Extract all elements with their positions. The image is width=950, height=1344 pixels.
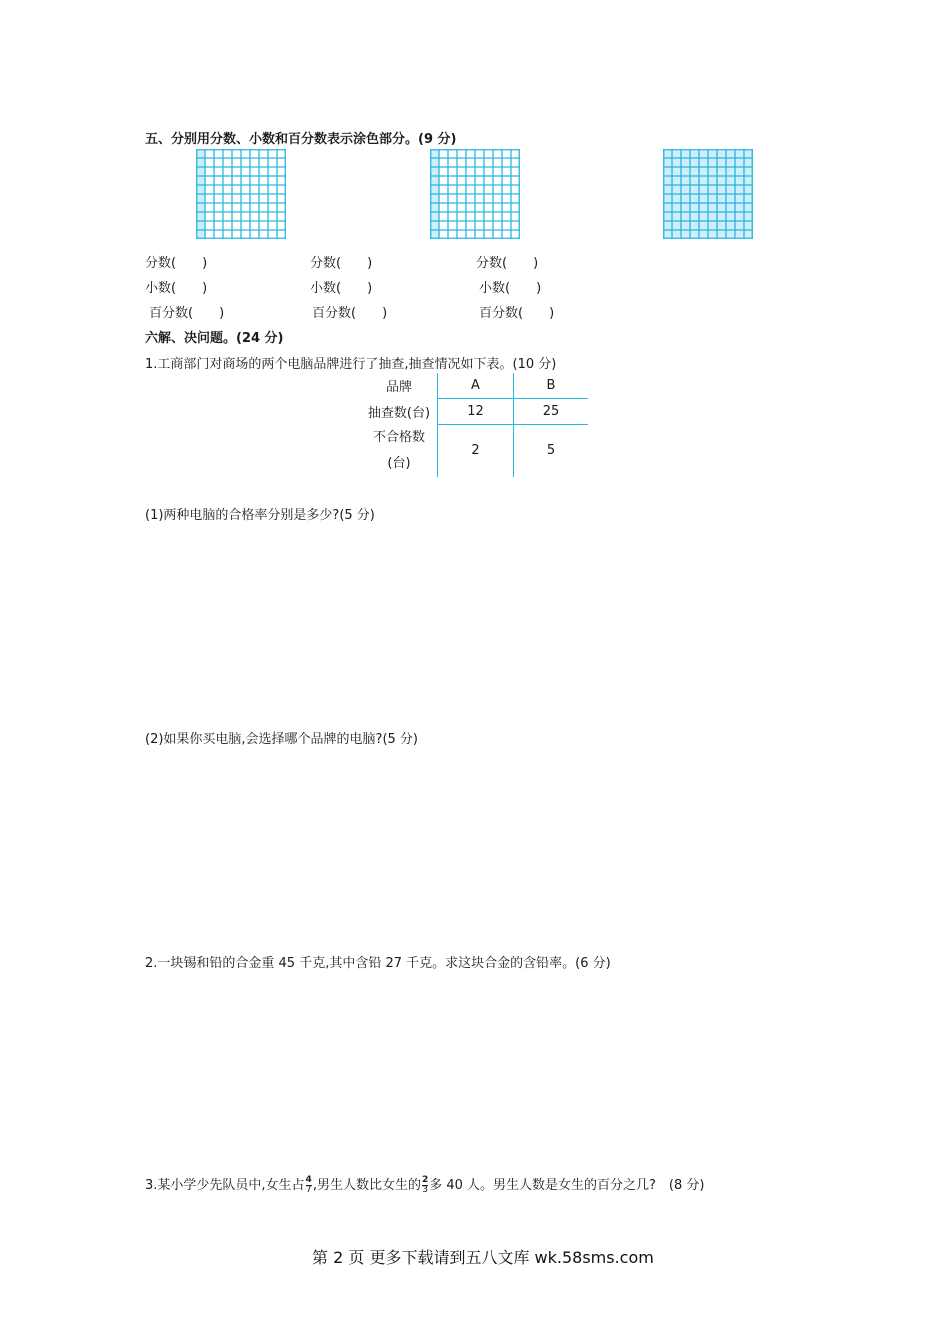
grid-figure-1 [196,149,286,239]
fraction-two-thirds: $\frac{2}{3}$ [421,1175,429,1195]
table-header-b: B [514,373,589,399]
answer-fraction-1: 分数( ) [145,256,208,271]
fraction-four-sevenths: $\frac{4}{7}$ [305,1175,312,1195]
table-header-brand: 品牌 [385,380,412,396]
table-row-label-line: (台) [387,455,411,471]
table-row [361,373,588,399]
question-3-middle: ,男生人数比女生的 [312,1178,421,1193]
grid-figure-3 [663,149,753,239]
table-cell: 2 [438,425,514,477]
question-1-part-2: (2)如果你买电脑,会选择哪个品牌的电脑?(5 分) [145,732,418,747]
question-1-text: 1.工商部门对商场的两个电脑品牌进行了抽查,抽查情况如下表。(10 分) [145,357,557,372]
question-3-text [145,1174,704,1195]
page-footer: 第 2 页 更多下载请到五八文库 wk.58sms.com [312,1248,654,1267]
question-3-suffix: 多 40 人。男生人数是女生的百分之几? (8 分) [429,1178,705,1193]
table-header-a: A [438,373,514,399]
table-row-label-sampled: 抽查数(台) [367,406,431,421]
answer-decimal-1: 小数( ) [145,281,208,296]
answer-decimal-2: 小数( ) [310,281,373,296]
grid-figure-2 [430,149,520,239]
table-cell: 5 [514,425,589,477]
question-3-prefix: 3.某小学少先队员中,女生占 [145,1178,305,1193]
section6-heading: 六解、决问题。(24 分) [145,331,284,346]
section5-heading: 五、分别用分数、小数和百分数表示涂色部分。(9 分) [145,132,457,147]
table-row-label-line: 不合格数 [372,429,425,445]
question-1-part-1: (1)两种电脑的合格率分别是多少?(5 分) [145,508,375,523]
table-row [361,425,588,477]
table-row [361,399,588,425]
answer-fraction-3: 分数( ) [476,256,539,271]
answer-percent-1: 百分数( ) [149,306,225,321]
question-2-text: 2.一块锡和铅的合金重 45 千克,其中含铅 27 千克。求这块合金的含铅率。(6 分) [145,956,611,971]
answer-percent-3: 百分数( ) [479,306,555,321]
table-cell: 25 [514,399,589,425]
table-cell: 12 [438,399,514,425]
answer-fraction-2: 分数( ) [310,256,373,271]
table-row-label-defective [361,425,438,477]
answer-percent-2: 百分数( ) [312,306,388,321]
survey-table [361,373,588,477]
answer-decimal-3: 小数( ) [479,281,542,296]
